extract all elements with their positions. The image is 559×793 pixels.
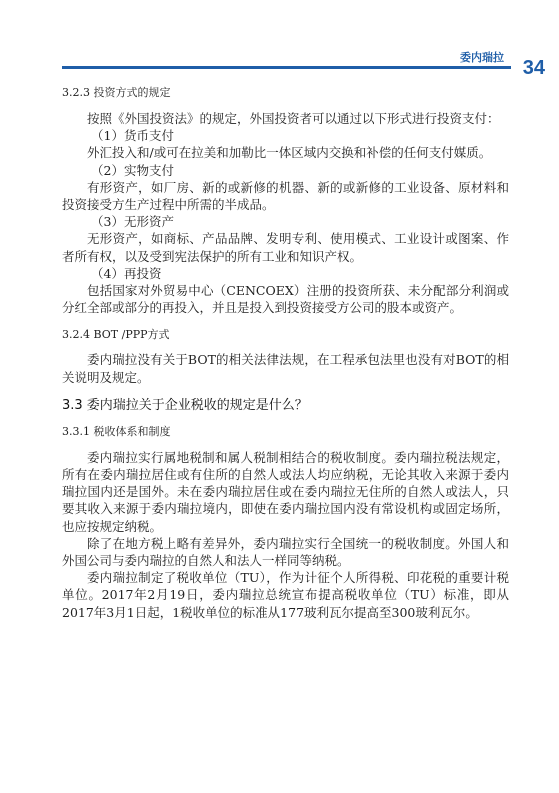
- item-text-reinvestment: 包括国家对外贸易中心（CENCOEX）注册的投资所获、未分配部分利润或分红全部或部分的再投入，并且是投入到投资接受方公司的股本或资产。: [62, 283, 509, 316]
- item-label-intangible: （3）无形资产: [91, 214, 174, 230]
- header-rule: [62, 66, 511, 69]
- item-label-cash: （1）货币支付: [91, 128, 174, 144]
- tax-system-paragraph-1: 委内瑞拉实行属地税制和属人税制相结合的税收制度。委内瑞拉税法规定，所有在委内瑞拉居住或有住所的自然人或法人均应纳税，无论其收入来源于委内瑞拉国内还是国外。未在委内瑞拉居住或在委内瑞拉无住所的自然人或法人，只要其收入来源于委内瑞拉境内，即使在委内瑞拉国内没有常设机构或固定场所，也应按规定纳税。: [62, 449, 509, 534]
- item-text-in-kind: 有形资产，如厂房、新的或新修的机器、新的或新修的工业设备、原材料和投资接受方生产过程中所需的半成品。: [62, 179, 509, 213]
- item-text-intangible: 无形资产，如商标、产品品牌、发明专利、使用模式、工业设计或图案、作者所有权，以及受到宪法保护的所有工业和知识产权。: [62, 231, 509, 264]
- section-heading-3-2-3: 3.2.3 投资方式的规定: [62, 86, 171, 99]
- section-heading-3-3: 3.3 委内瑞拉关于企业税收的规定是什么？: [62, 397, 308, 413]
- item-label-in-kind: （2）实物支付: [91, 162, 174, 178]
- tax-system-paragraph-3: 委内瑞拉制定了税收单位（TU），作为计征个人所得税、印花税的重要计税单位。2017年2月19日，委内瑞拉总统宣布提高税收单位（TU）标准，即从2017年3月1日起，1税收单位的标准从177玻利瓦尔提高至300玻利瓦尔。: [62, 570, 509, 620]
- tax-system-paragraph-2: 除了在地方税上略有差异外，委内瑞拉实行全国统一的税收制度。外国人和外国公司与委内瑞拉的自然人和法人一样同等纳税。: [62, 535, 509, 569]
- section-heading-3-3-1: 3.3.1 税收体系和制度: [62, 424, 171, 438]
- page-number: 34: [522, 57, 545, 79]
- bot-ppp-text: 委内瑞拉没有关于BOT的相关法律法规，在工程承包法里也没有对BOT的相关说明及规定。: [62, 352, 509, 385]
- item-label-reinvestment: （4）再投资: [91, 265, 162, 281]
- header-title: 委内瑞拉: [460, 51, 504, 64]
- page-content: [62, 85, 509, 621]
- section-heading-3-2-4: 3.2.4 BOT /PPP方式: [62, 328, 170, 342]
- item-text-cash: 外汇投入和/或可在拉美和加勒比一体区域内交换和补偿的任何支付媒质。: [87, 145, 492, 161]
- investment-intro: 按照《外国投资法》的规定，外国投资者可以通过以下形式进行投资支付：: [87, 111, 500, 126]
